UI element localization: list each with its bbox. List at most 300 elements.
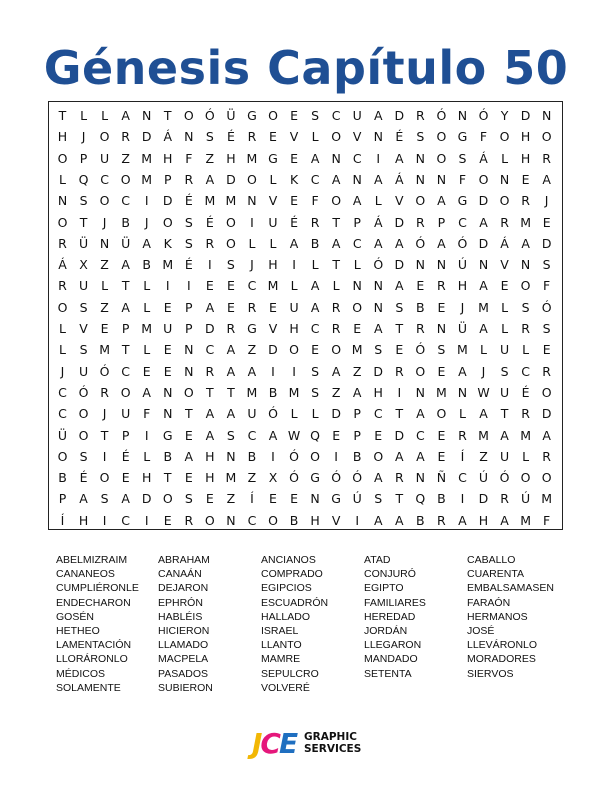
grid-letter: A bbox=[542, 427, 551, 443]
grid-letter: O bbox=[415, 193, 426, 209]
grid-letter: C bbox=[121, 363, 130, 379]
grid-letter: A bbox=[373, 171, 383, 187]
grid-letter: M bbox=[225, 193, 237, 209]
grid-letter: Ú bbox=[478, 470, 489, 486]
grid-letter: N bbox=[478, 257, 489, 273]
grid-letter: E bbox=[269, 129, 277, 145]
grid-letter: B bbox=[416, 299, 425, 315]
grid-letter: Q bbox=[78, 171, 89, 187]
grid-letter: P bbox=[79, 150, 88, 166]
grid-letter: L bbox=[311, 406, 319, 422]
grid-letter: E bbox=[500, 278, 509, 294]
grid-letter: D bbox=[394, 214, 405, 230]
grid-letter: S bbox=[374, 491, 383, 507]
grid-letter: Ó bbox=[415, 235, 426, 251]
grid-row bbox=[49, 361, 562, 382]
grid-letter: E bbox=[121, 470, 130, 486]
grid-letter: Z bbox=[121, 150, 130, 166]
grid-letter: A bbox=[142, 384, 151, 400]
grid-letter: L bbox=[143, 448, 151, 464]
grid-letter: L bbox=[480, 342, 487, 358]
grid-letter: L bbox=[458, 406, 466, 422]
word-item: LLAMADO bbox=[158, 639, 209, 652]
grid-letter: N bbox=[415, 171, 426, 187]
grid-letter: U bbox=[289, 299, 299, 315]
grid-letter: I bbox=[144, 427, 149, 443]
grid-letter: T bbox=[227, 384, 235, 400]
grid-letter: S bbox=[521, 299, 530, 315]
grid-letter: R bbox=[437, 512, 446, 528]
word-item: MACPELA bbox=[158, 653, 209, 666]
grid-letter: R bbox=[521, 193, 530, 209]
grid-letter: D bbox=[162, 193, 173, 209]
grid-letter: P bbox=[121, 321, 130, 336]
grid-letter: E bbox=[163, 363, 172, 379]
grid-letter: Z bbox=[205, 150, 215, 166]
grid-letter: N bbox=[457, 108, 468, 123]
grid-letter: G bbox=[247, 321, 257, 336]
word-column bbox=[364, 553, 474, 681]
grid-letter: U bbox=[121, 406, 131, 422]
grid-letter: R bbox=[184, 512, 194, 528]
word-item: JORDÁN bbox=[364, 624, 408, 637]
grid-letter: Á bbox=[479, 150, 488, 166]
grid-letter: Z bbox=[331, 384, 341, 400]
grid-letter: Ó bbox=[268, 406, 278, 422]
grid-letter: Á bbox=[58, 257, 67, 273]
grid-letter: O bbox=[225, 235, 236, 251]
grid-letter: T bbox=[163, 470, 172, 486]
word-item: ANCIANOS bbox=[261, 554, 316, 566]
grid-letter: A bbox=[79, 491, 88, 507]
grid-letter: U bbox=[78, 278, 89, 294]
grid-letter: R bbox=[521, 406, 530, 422]
grid-letter: O bbox=[183, 384, 194, 400]
grid-row bbox=[49, 275, 562, 296]
grid-letter: L bbox=[374, 193, 382, 209]
grid-letter: A bbox=[352, 193, 362, 209]
grid-letter: O bbox=[436, 406, 447, 422]
word-item: ENDECHARON bbox=[56, 596, 131, 609]
grid-letter: L bbox=[59, 342, 66, 358]
grid-letter: Q bbox=[310, 427, 321, 443]
grid-letter: N bbox=[415, 470, 426, 486]
grid-letter: G bbox=[331, 491, 341, 507]
logo-letters bbox=[252, 726, 296, 762]
grid-letter: A bbox=[479, 406, 488, 422]
logo-letter-j: J bbox=[252, 727, 261, 760]
grid-letter: S bbox=[542, 321, 551, 336]
grid-letter: D bbox=[478, 491, 489, 507]
grid-letter: Ó bbox=[541, 299, 552, 315]
word-item: HABLÉIS bbox=[158, 610, 203, 623]
grid-letter: N bbox=[163, 406, 173, 422]
grid-letter: A bbox=[416, 406, 425, 422]
grid-letter: E bbox=[100, 321, 109, 336]
grid-letter: A bbox=[500, 427, 509, 443]
grid-letter: O bbox=[57, 214, 68, 230]
grid-letter: N bbox=[57, 193, 68, 209]
grid-letter: U bbox=[268, 214, 278, 230]
grid-letter: J bbox=[250, 257, 254, 273]
grid-letter: B bbox=[310, 235, 320, 251]
word-item: COMPRADO bbox=[261, 568, 323, 581]
grid-letter: N bbox=[436, 321, 447, 336]
grid-letter: O bbox=[541, 384, 552, 400]
grid-letter: E bbox=[416, 278, 425, 294]
grid-letter: A bbox=[395, 512, 404, 528]
grid-letter: V bbox=[289, 129, 299, 145]
grid-letter: A bbox=[121, 257, 130, 273]
grid-letter: S bbox=[416, 129, 425, 145]
grid-letter: C bbox=[458, 470, 467, 486]
grid-letter: A bbox=[352, 384, 362, 400]
grid-letter: D bbox=[141, 491, 152, 507]
grid-letter: T bbox=[58, 108, 67, 123]
grid-letter: M bbox=[541, 491, 553, 507]
grid-row bbox=[49, 190, 562, 211]
grid-letter: N bbox=[331, 150, 341, 166]
grid-letter: A bbox=[458, 363, 467, 379]
grid-letter: O bbox=[331, 193, 342, 209]
grid-letter: T bbox=[121, 278, 130, 294]
grid-letter: H bbox=[520, 129, 531, 145]
grid-letter: E bbox=[226, 278, 235, 294]
grid-letter: A bbox=[395, 150, 404, 166]
word-item: SOLAMENTE bbox=[56, 681, 121, 694]
word-item: SETENTA bbox=[364, 667, 412, 680]
grid-letter: L bbox=[248, 235, 256, 251]
grid-letter: A bbox=[310, 299, 320, 315]
grid-letter: M bbox=[478, 299, 489, 315]
grid-letter: D bbox=[373, 363, 384, 379]
grid-letter: R bbox=[458, 427, 467, 443]
grid-letter: I bbox=[292, 363, 296, 379]
grid-letter: E bbox=[332, 427, 341, 443]
grid-letter: U bbox=[163, 321, 173, 336]
grid-letter: Ó bbox=[204, 108, 215, 123]
grid-letter: L bbox=[59, 171, 66, 187]
grid-letter: E bbox=[205, 491, 214, 507]
grid-letter: Ó bbox=[289, 448, 299, 464]
grid-letter: Ó bbox=[499, 470, 510, 486]
grid-letter: R bbox=[416, 214, 425, 230]
grid-letter: A bbox=[395, 448, 404, 464]
grid-letter: L bbox=[332, 278, 340, 294]
grid-letter: H bbox=[163, 150, 173, 166]
grid-letter: M bbox=[520, 427, 531, 443]
grid-letter: N bbox=[226, 512, 236, 528]
grid-letter: E bbox=[437, 299, 446, 315]
grid-letter: T bbox=[500, 406, 509, 422]
grid-letter: J bbox=[460, 299, 465, 315]
grid-letter: B bbox=[416, 512, 425, 528]
grid-letter: R bbox=[500, 214, 509, 230]
grid-letter: T bbox=[79, 214, 88, 230]
grid-letter: T bbox=[206, 384, 214, 400]
grid-letter: Á bbox=[395, 171, 404, 187]
grid-letter: O bbox=[120, 171, 131, 187]
grid-letter: R bbox=[331, 299, 341, 315]
grid-letter: P bbox=[353, 406, 361, 422]
grid-letter: I bbox=[376, 150, 381, 166]
grid-letter: F bbox=[479, 129, 488, 145]
grid-letter: Ó bbox=[78, 384, 89, 400]
grid-letter: I bbox=[144, 193, 149, 209]
grid-row bbox=[49, 446, 562, 467]
grid-letter: Ó bbox=[373, 257, 384, 273]
word-item: HERMANOS bbox=[467, 610, 528, 623]
grid-letter: A bbox=[416, 448, 425, 464]
grid-letter: Z bbox=[226, 491, 236, 507]
grid-letter: A bbox=[121, 108, 130, 123]
grid-letter: C bbox=[100, 171, 109, 187]
grid-letter: Ú bbox=[521, 491, 531, 507]
grid-letter: I bbox=[186, 278, 191, 294]
grid-letter: T bbox=[395, 321, 404, 336]
grid-letter: U bbox=[499, 342, 510, 358]
grid-letter: E bbox=[290, 193, 298, 209]
grid-letter: T bbox=[184, 406, 193, 422]
grid-letter: A bbox=[373, 470, 383, 486]
word-item: MANDADO bbox=[364, 653, 418, 666]
grid-letter: V bbox=[395, 193, 404, 209]
logo-letter-e: E bbox=[278, 727, 297, 760]
grid-letter: Ñ bbox=[436, 470, 447, 486]
grid-letter: R bbox=[416, 321, 425, 336]
word-item: MORADORES bbox=[467, 653, 536, 666]
grid-letter: I bbox=[460, 491, 465, 507]
grid-letter: J bbox=[60, 363, 65, 379]
grid-letter: N bbox=[352, 171, 362, 187]
grid-letter: B bbox=[163, 448, 173, 464]
grid-letter: H bbox=[457, 278, 468, 294]
grid-letter: A bbox=[500, 512, 509, 528]
grid-letter: S bbox=[100, 491, 109, 507]
grid-letter: L bbox=[501, 299, 509, 315]
grid-letter: E bbox=[269, 299, 277, 315]
grid-letter: Ü bbox=[226, 108, 236, 123]
grid-letter: M bbox=[141, 171, 153, 187]
grid-letter: N bbox=[415, 384, 426, 400]
grid-letter: L bbox=[80, 108, 88, 123]
grid-letter: I bbox=[292, 257, 296, 273]
grid-letter: Z bbox=[479, 448, 488, 464]
grid-letter: C bbox=[58, 406, 67, 422]
grid-letter: C bbox=[415, 427, 425, 443]
word-item: HICIERON bbox=[158, 624, 210, 637]
grid-letter: Z bbox=[247, 470, 257, 486]
grid-letter: G bbox=[457, 129, 468, 145]
grid-letter: R bbox=[394, 363, 404, 379]
grid-letter: I bbox=[250, 214, 254, 230]
grid-letter: É bbox=[79, 470, 88, 486]
grid-letter: S bbox=[395, 299, 404, 315]
grid-letter: T bbox=[395, 406, 404, 422]
grid-letter: L bbox=[311, 129, 319, 145]
grid-letter: D bbox=[141, 129, 152, 145]
grid-letter: É bbox=[521, 384, 530, 400]
grid-letter: M bbox=[246, 384, 258, 400]
word-item: ATAD bbox=[364, 554, 391, 566]
grid-letter: Q bbox=[415, 491, 426, 507]
grid-letter: D bbox=[394, 427, 405, 443]
grid-letter: O bbox=[436, 150, 447, 166]
grid-letter: W bbox=[477, 384, 490, 400]
grid-letter: Ó bbox=[99, 363, 110, 379]
grid-letter: A bbox=[310, 278, 320, 294]
grid-letter: H bbox=[310, 512, 320, 528]
grid-letter: A bbox=[479, 278, 488, 294]
grid-letter: L bbox=[143, 342, 151, 358]
grid-letter: I bbox=[102, 512, 107, 528]
grid-letter: N bbox=[142, 108, 152, 123]
grid-letter: E bbox=[163, 299, 172, 315]
grid-row bbox=[49, 148, 562, 169]
word-item: ISRAEL bbox=[261, 624, 299, 637]
grid-letter: P bbox=[353, 214, 361, 230]
grid-letter: E bbox=[437, 363, 446, 379]
grid-row bbox=[49, 169, 562, 190]
grid-letter: R bbox=[205, 363, 215, 379]
word-item: EGIPTO bbox=[364, 582, 404, 595]
grid-letter: A bbox=[289, 235, 299, 251]
grid-letter: R bbox=[247, 129, 257, 145]
grid-letter: Í bbox=[250, 491, 254, 507]
grid-letter: A bbox=[437, 235, 446, 251]
grid-letter: X bbox=[79, 257, 88, 273]
grid-letter: N bbox=[373, 129, 383, 145]
grid-letter: A bbox=[437, 193, 446, 209]
grid-letter: L bbox=[143, 299, 151, 315]
grid-letter: O bbox=[78, 406, 89, 422]
grid-letter: M bbox=[204, 193, 216, 209]
grid-letter: S bbox=[79, 342, 88, 358]
grid-letter: A bbox=[121, 491, 130, 507]
grid-letter: R bbox=[184, 171, 194, 187]
grid-letter: J bbox=[144, 214, 149, 230]
grid-letter: E bbox=[437, 427, 446, 443]
grid-row bbox=[49, 105, 562, 126]
grid-letter: E bbox=[311, 342, 320, 358]
grid-letter: J bbox=[544, 193, 549, 209]
word-item: VOLVERÉ bbox=[261, 681, 310, 694]
grid-letter: M bbox=[478, 427, 489, 443]
grid-letter: A bbox=[184, 448, 194, 464]
grid-letter: Z bbox=[352, 363, 362, 379]
grid-letter: N bbox=[184, 342, 194, 358]
grid-letter: D bbox=[520, 108, 531, 123]
grid-letter: H bbox=[478, 512, 489, 528]
grid-letter: O bbox=[162, 491, 173, 507]
grid-letter: L bbox=[143, 278, 151, 294]
grid-letter: V bbox=[268, 193, 278, 209]
grid-letter: É bbox=[290, 214, 298, 230]
grid-letter: Ó bbox=[352, 470, 363, 486]
word-item: ABRAHAM bbox=[158, 554, 210, 566]
grid-letter: M bbox=[246, 150, 258, 166]
logo-text bbox=[304, 731, 361, 755]
logo-letter-c: C bbox=[260, 727, 279, 760]
word-item: SEPULCRO bbox=[261, 667, 319, 680]
grid-row bbox=[49, 233, 562, 254]
grid-letter: O bbox=[99, 193, 110, 209]
grid-letter: S bbox=[500, 363, 509, 379]
grid-letter: O bbox=[541, 470, 552, 486]
grid-letter: R bbox=[58, 235, 67, 251]
word-item: EGIPCIOS bbox=[261, 582, 312, 595]
grid-letter: A bbox=[268, 427, 278, 443]
grid-letter: R bbox=[226, 321, 236, 336]
grid-letter: J bbox=[102, 214, 107, 230]
grid-letter: A bbox=[458, 512, 467, 528]
grid-letter: E bbox=[395, 342, 404, 358]
grid-letter: S bbox=[79, 448, 88, 464]
grid-letter: M bbox=[457, 342, 468, 358]
word-column bbox=[56, 553, 166, 695]
grid-letter: S bbox=[542, 257, 551, 273]
grid-letter: C bbox=[121, 193, 130, 209]
grid-letter: M bbox=[435, 384, 447, 400]
grid-letter: E bbox=[269, 491, 277, 507]
grid-letter: N bbox=[436, 171, 447, 187]
grid-letter: R bbox=[205, 235, 215, 251]
grid-letter: Ú bbox=[457, 257, 468, 273]
grid-letter: A bbox=[521, 235, 530, 251]
grid-letter: O bbox=[331, 129, 342, 145]
word-item: ESCUADRÓN bbox=[261, 596, 329, 609]
grid-letter: Á bbox=[500, 235, 509, 251]
grid-letter: A bbox=[373, 321, 383, 336]
grid-letter: A bbox=[542, 171, 551, 187]
word-item: LLEVÁRONLO bbox=[467, 639, 538, 652]
grid-letter: F bbox=[543, 512, 551, 528]
grid-letter: Á bbox=[163, 129, 173, 145]
grid-letter: B bbox=[437, 491, 446, 507]
grid-letter: S bbox=[79, 193, 88, 209]
grid-letter: A bbox=[310, 150, 320, 166]
grid-letter: Ü bbox=[457, 321, 468, 336]
grid-letter: M bbox=[267, 278, 279, 294]
grid-letter: C bbox=[310, 321, 320, 336]
grid-letter: E bbox=[437, 448, 446, 464]
grid-letter: N bbox=[415, 150, 426, 166]
grid-letter: P bbox=[437, 214, 446, 230]
grid-letter: G bbox=[457, 193, 468, 209]
grid-letter: R bbox=[542, 448, 551, 464]
grid-letter: C bbox=[247, 278, 257, 294]
grid-letter: É bbox=[395, 129, 404, 145]
grid-letter: O bbox=[57, 150, 68, 166]
grid-letter: M bbox=[141, 321, 153, 336]
word-list bbox=[56, 553, 576, 698]
grid-letter: J bbox=[481, 363, 486, 379]
grid-letter: O bbox=[415, 363, 426, 379]
grid-letter: E bbox=[542, 214, 551, 230]
grid-letter: A bbox=[395, 278, 404, 294]
grid-letter: O bbox=[204, 512, 215, 528]
grid-letter: G bbox=[162, 427, 173, 443]
grid-letter: S bbox=[184, 214, 193, 230]
word-item: CUARENTA bbox=[467, 568, 524, 581]
grid-letter: L bbox=[290, 406, 298, 422]
grid-letter: Ú bbox=[352, 491, 362, 507]
grid-letter: O bbox=[120, 384, 131, 400]
publisher-logo bbox=[252, 726, 362, 766]
grid-letter: N bbox=[373, 299, 383, 315]
grid-letter: Z bbox=[100, 299, 109, 315]
grid-letter: C bbox=[521, 363, 530, 379]
